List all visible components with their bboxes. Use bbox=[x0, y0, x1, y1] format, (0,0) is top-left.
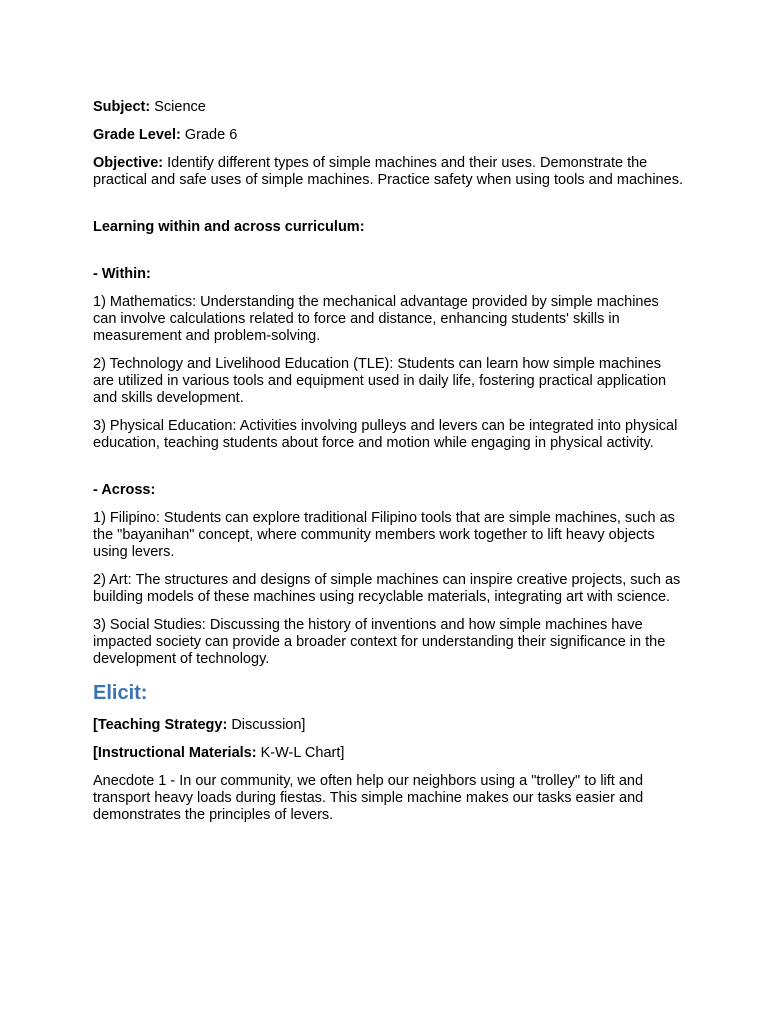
instructional-materials-value: K-W-L Chart] bbox=[256, 745, 345, 761]
curriculum-heading: Learning within and across curriculum: bbox=[93, 219, 365, 235]
subject-label: Subject: bbox=[93, 99, 151, 115]
teaching-strategy-value: Discussion] bbox=[227, 717, 306, 733]
objective-label: Objective: bbox=[93, 155, 164, 171]
grade-level-value: Grade 6 bbox=[180, 127, 238, 143]
teaching-strategy-open-bracket: [ bbox=[93, 717, 98, 733]
instructional-materials-label: Instructional Materials: bbox=[97, 745, 257, 761]
teaching-strategy-line bbox=[93, 717, 683, 734]
across-item-social-studies: 3) Social Studies: Discussing the history of inventions and how simple machines have impacted society can provide a broader context for understanding their significance in the development of technology. bbox=[93, 617, 666, 667]
instructional-materials-open-bracket: [ bbox=[93, 745, 98, 761]
across-item-filipino: 1) Filipino: Students can explore traditional Filipino tools that are simple machines, such as the "bayanihan" concept, where community members work together to lift heavy objects using levers. bbox=[93, 510, 675, 560]
teaching-strategy-label: Teaching Strategy: bbox=[97, 717, 228, 733]
objective-paragraph bbox=[93, 155, 683, 189]
subject-line bbox=[93, 99, 683, 116]
spacer bbox=[93, 463, 683, 482]
spacer bbox=[93, 200, 683, 219]
within-item-physical-education: 3) Physical Education: Activities involving pulleys and levers can be integrated into physical education, teaching students about force and motion while engaging in physical activity. bbox=[93, 418, 678, 451]
elicit-heading: Elicit: bbox=[93, 682, 148, 704]
lesson-plan-document bbox=[93, 99, 683, 835]
subject-value: Science bbox=[150, 99, 206, 115]
spacer bbox=[93, 247, 683, 266]
objective-value: Identify different types of simple machines and their uses. Demonstrate the practical and safe uses of simple machines. Practice safety when using tools and machines. bbox=[93, 155, 683, 188]
grade-level-label: Grade Level: bbox=[93, 127, 181, 143]
within-label: - Within: bbox=[93, 266, 151, 282]
instructional-materials-line bbox=[93, 745, 683, 762]
anecdote-paragraph: Anecdote 1 - In our community, we often help our neighbors using a "trolley" to lift and transport heavy loads during fiestas. This simple machine makes our tasks easier and demonstrates the principles of levers. bbox=[93, 773, 644, 823]
across-label: - Across: bbox=[93, 482, 156, 498]
grade-level-line bbox=[93, 127, 683, 144]
within-item-tle: 2) Technology and Livelihood Education (TLE): Students can learn how simple machines are utilized in various tools and equipment used in daily life, fostering practical application and skills development. bbox=[93, 356, 667, 406]
across-item-art: 2) Art: The structures and designs of simple machines can inspire creative projects, such as building models of these machines using recyclable materials, integrating art with science. bbox=[93, 572, 681, 605]
within-item-mathematics: 1) Mathematics: Understanding the mechanical advantage provided by simple machines can involve calculations related to force and distance, enhancing students' skills in measurement and problem-solving. bbox=[93, 294, 659, 344]
